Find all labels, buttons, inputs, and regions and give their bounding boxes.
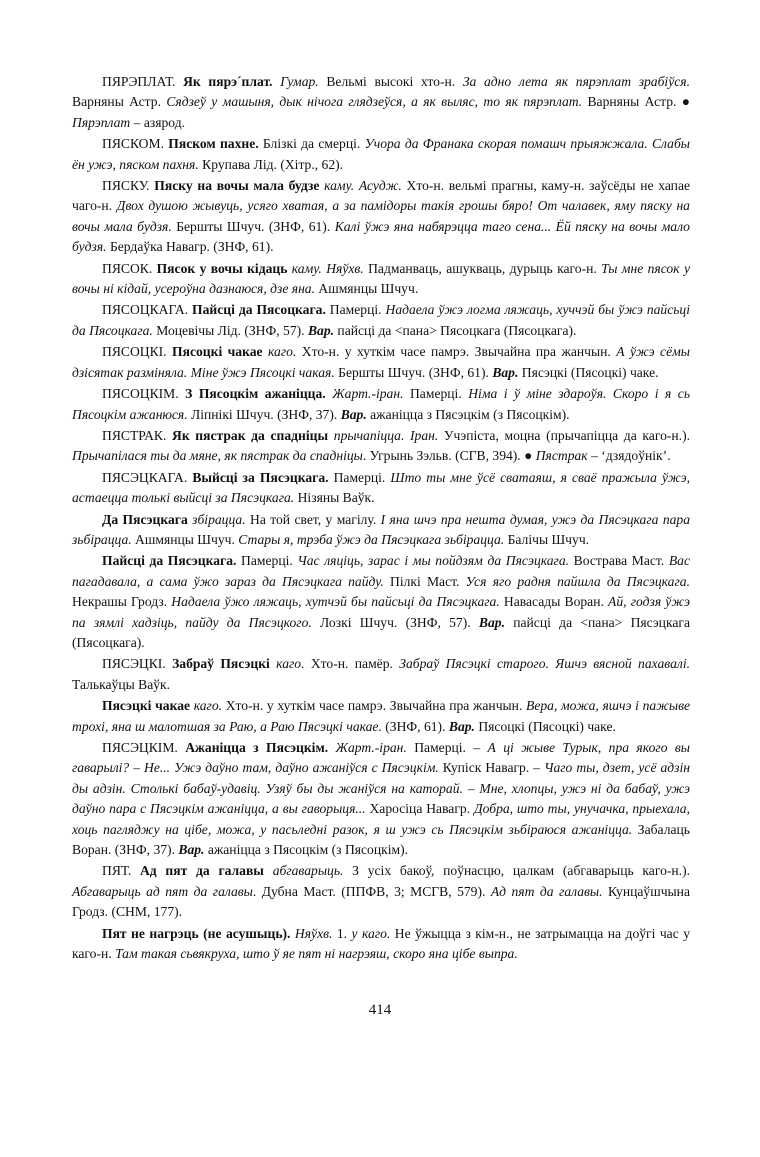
idiom-headword: Ад пят да галавы (139, 863, 264, 879)
variant-label: Вар. (307, 322, 335, 338)
italic-text: – Чаго ты, дзет, усё адзін ды адзін. Столькі бабаў-удавіц. Узяў бы ды жаніўся на каторай. – Мне, хлопцы, ужэ ні да бабаў, ужэ даўно пара с Пясэцкім ажаніцца, а вы гаворыця... (72, 760, 690, 817)
page-number: 414 (368, 1002, 392, 1018)
italic-text: абгаварыць. (272, 863, 344, 879)
entry-text: ажаніцца з Пясоцкім (з Пясоцкім). (204, 842, 409, 858)
entry-text: Купіск Навагр. (438, 760, 534, 776)
entry-text: На той свет, у магілу. (245, 511, 381, 527)
italic-text: І яна шчэ пра нешта думая, ужэ да Пясэцкага пара зьбірацца. (72, 511, 691, 547)
italic-text: каго. (276, 656, 305, 672)
dictionary-page (72, 72, 690, 965)
italic-text: Ты мне пясок у вочы ні кідай, усероўна дазнаюся, дзе яна. (72, 260, 690, 297)
entry-text: Учэпіста, моцна (прычапіцца да каго-н.). (438, 427, 690, 443)
variant-label: Вар. (340, 406, 367, 422)
dictionary-entry (72, 384, 690, 425)
entry-text: ПЯРЭПЛАТ. (102, 74, 184, 89)
dictionary-entry (72, 426, 690, 467)
italic-text: Жарт.-іран. (335, 740, 407, 755)
italic-text: Надаела ўжо ляжаць, хутчэй бы пайсьці да Пясэцкага. (171, 594, 500, 610)
italic-text: каму. Асудж. (324, 178, 402, 194)
entry-text: Некрашы Гродз. (72, 594, 172, 610)
variant-label: Вар. (448, 718, 475, 734)
entry-text: . Дубна Маст. (ППФВ, 3; МСГВ, 579). (252, 883, 491, 899)
entry-text: Вельмі высокі хто-н. (318, 74, 463, 89)
italic-text: Двох душою жывуць, усяго хватая, а за памідоры такія грошы бяро! От чалавек, яму пяску на вочы мала будзя. (72, 198, 690, 234)
italic-text: Стары я, трэба ўжэ да Пясэцкага зьбірацца. (238, 531, 505, 547)
entry-text (328, 740, 335, 755)
dictionary-entry (72, 259, 690, 300)
dictionary-entry (72, 176, 690, 258)
italic-text: Што ты мне ўсё сватаяш, я сваё пражыла ўжэ, астаецца толькі выйсці за Пясэцкага. (72, 469, 691, 506)
entry-text: ПЯСОЦКАГА. (102, 302, 193, 318)
dictionary-entry (72, 342, 690, 383)
entry-text: Падманваць, ашукваць, дурыць каго-н. (363, 260, 602, 276)
idiom-headword: Пят не нагрэць (не асушыць). (102, 925, 291, 941)
entry-text: Ашмянцы Шчуч. (131, 531, 239, 547)
entry-text: Кунцаўшчына Гродз. (СНМ, 177). (72, 883, 690, 920)
entry-text: Бершты Шчуч. (ЗНФ, 61). (334, 364, 493, 380)
idiom-headword: Як пярэ´плат. (183, 74, 273, 89)
idiom-headword: Да Пясэцкага (102, 511, 188, 527)
entry-text: Крупава Лід. (Хітр., 62). (198, 156, 344, 172)
entry-text: Памерці. (325, 302, 386, 318)
entry-text: ПЯСЭЦКІМ. (102, 740, 186, 755)
italic-text: Пярэплат (72, 114, 131, 130)
italic-text: Жарт.-іран. (332, 386, 404, 402)
entry-text: Пілкі Маст. (383, 573, 466, 589)
italic-text: каго. (268, 344, 297, 360)
entry-text: Моцевічы Лід. (ЗНФ, 57). (152, 322, 308, 338)
italic-text: Учора да Франака скорая помашч прыяжжала. Слабы ён ужэ, пяском пахня. (72, 136, 690, 172)
italic-text: прычапіцца. Іран. (333, 427, 439, 443)
variant-label: Вар. (478, 614, 505, 630)
dictionary-entry (72, 72, 690, 133)
italic-text: збірацца. (192, 511, 246, 527)
dictionary-entry (72, 468, 690, 509)
entry-text: Пясэцкі (Пясоцкі) чаке. (518, 364, 659, 380)
entry-text: Ліпнікі Шчуч. (ЗНФ, 37). (187, 406, 341, 422)
idiom-headword: Пайсці да Пясоцкага. (192, 302, 326, 318)
italic-text: Вас пагадавала, а сама ўжо зараз да Пясэцкага пайду. (72, 553, 690, 589)
idiom-headword: Пяском пахне. (168, 136, 259, 152)
entry-text: Балічы Шчуч. (504, 531, 590, 547)
entry-text: Хто-н. у хуткім часе памрэ. Звычайна пра жанчын. (222, 698, 527, 714)
entry-text: Ашмянцы Шчуч. (315, 281, 419, 297)
dictionary-entry (72, 510, 690, 551)
italic-text: А ўжэ сёмы дзісятак разміняла. Міне ўжэ Пясоцкі чакая. (72, 344, 690, 380)
entry-text: ПЯСТРАК. (102, 427, 172, 443)
entry-text: Талькаўцы Ваўк. (72, 676, 171, 692)
italic-text: Вера, можа, яшчэ і пажыве трохі, яна ш малотшая за Раю, а Раю Пясэцкі чакае. (72, 698, 691, 734)
idiom-headword: Пясок у вочы кідаць (156, 260, 288, 276)
dictionary-entry (72, 654, 690, 695)
variant-label: Вар. (178, 842, 205, 858)
entry-text: ПЯСЭЦКІ. (102, 656, 173, 672)
italic-text: у каго. (351, 925, 391, 941)
entry-text: Памерці. (236, 553, 298, 569)
idiom-headword: З Пясоцкім ажаніцца. (185, 386, 326, 402)
entry-text: – ‘дзядоўнік’. (587, 448, 671, 464)
entry-text: Лозкі Шчуч. (ЗНФ, 57). (311, 614, 479, 630)
italic-text: Сядзеў у машыня, дык нічога глядзеўся, а як выляс, то як пярэплат. (166, 94, 583, 110)
italic-text: каго. (193, 698, 223, 714)
entry-text: Хто-н. памёр. (304, 656, 400, 672)
italic-text: Прычапілася ты да мяне, як пястрак да спадніцы (72, 448, 363, 464)
italic-text: Ад пят да галавы. (490, 883, 603, 899)
italic-text: – А ці жыве Турык, пра якого вы гаварылі? – Не... Ужэ даўно там, даўно ажаніўся с Пясэцкім. (72, 740, 690, 776)
entry-text: (ЗНФ, 61). (381, 718, 449, 734)
entry-text: ПЯСОЦКІМ. (102, 386, 186, 402)
entry-text: Варняны Астр. ● (582, 94, 690, 110)
italic-text: Уся яго радня пайшла да Пясэцкага. (465, 573, 690, 589)
entry-text: З усіх бакоў, поўнасцю, цалкам (абгаварыць каго-н.). (343, 863, 691, 879)
italic-text: Німа і ў міне здароўя. Скоро і я сь Пясоцкім ажанюся. (72, 386, 691, 422)
entry-text: 1. (332, 925, 352, 941)
italic-text: Час ляціць, зарас і мы пойдзям да Пясэцкага. (297, 553, 570, 569)
entry-text: Харосіца Навагр. (365, 801, 474, 817)
entry-text: ПЯСЭЦКАГА. (102, 469, 193, 485)
entry-text: Памерці. (406, 740, 474, 755)
entry-text: Не ўжыцца з кім-н., не затрымацца на доўгі час у каго-н. (72, 925, 691, 962)
entry-text: ПЯТ. (102, 863, 140, 879)
entry-text: Навасады Воран. (499, 594, 609, 610)
idiom-headword: Забраў Пясэцкі (172, 656, 270, 672)
entry-text: пайсці да <пана> Пясэцкага (Пясоцкага). (72, 614, 690, 650)
entry-text: Бердаўка Навагр. (ЗНФ, 61). (106, 239, 274, 255)
italic-text: Ай, годзя ўжэ па зямлі хадзіць, пайду да Пясэцкого. (72, 594, 690, 630)
entry-text: ажаніцца з Пясэцкім (з Пясоцкім). (366, 406, 570, 422)
dictionary-entry (72, 924, 690, 965)
italic-text: Там такая сьвякруха, што ў яе пят ні нагрэяш, скоро яна цібе выпра. (115, 946, 518, 962)
entry-text: ПЯСКОМ. (102, 136, 169, 152)
idiom-headword: Пайсці да Пясэцкага. (102, 553, 237, 569)
idiom-headword: Пяску на вочы мала будзе (154, 178, 320, 194)
entry-text: ПЯСКУ. (102, 178, 155, 194)
italic-text: Няўхв. (294, 925, 333, 941)
idiom-headword: Пясэцкі чакае (102, 698, 191, 714)
entry-text: Хто-н. вельмі прагны, каму-н. заўсёды не хапае чаго-н. (72, 178, 691, 214)
italic-text: Надаела ўжэ логма ляжаць, хуччэй бы ўжэ пайсьці да Пясоцкага. (72, 302, 691, 338)
dictionary-entry (72, 551, 690, 653)
italic-text: каму. Няўхв. (291, 260, 364, 276)
italic-text: Пястрак (535, 448, 588, 464)
entry-text: Нізяны Ваўк. (294, 490, 375, 506)
idiom-headword: Пясоцкі чакае (172, 344, 263, 360)
dictionary-entry (72, 300, 690, 341)
italic-text: Гумар. (280, 74, 319, 89)
italic-text: Абгаварыць ад пят да галавы (72, 883, 253, 899)
entry-text: Варняны Астр. (72, 94, 167, 110)
entry-text: ПЯСОЦКІ. (102, 344, 173, 360)
idiom-headword: Выйсці за Пясэцкага. (192, 469, 329, 485)
italic-text: Забраў Пясэцкі старого. Яшчэ вясной пахавалі. (399, 656, 691, 672)
italic-text: За адно лета як пярэплат зрабіўся. (462, 74, 690, 89)
variant-label: Вар. (492, 364, 519, 380)
entry-text: ПЯСОК. (102, 260, 157, 276)
idiom-headword: Ажаніцца з Пясэцкім. (185, 740, 329, 755)
entry-text: Памерці. (403, 386, 469, 402)
dictionary-entry (72, 861, 690, 922)
entry-text (264, 863, 273, 878)
entry-text: . Угрынь Зэльв. (СГВ, 394). ● (362, 448, 536, 464)
dictionary-entry (72, 134, 690, 175)
entry-text: Хто-н. у хуткім часе памрэ. Звычайна пра жанчын. (296, 344, 617, 360)
entry-text: – азярод. (130, 114, 186, 130)
entry-text: Пясоцкі (Пясоцкі) чаке. (474, 718, 616, 734)
entry-text: Вострава Маст. (569, 553, 669, 569)
entry-text: Блізкі да смерці. (258, 136, 365, 152)
entry-text: Бершты Шчуч. (ЗНФ, 61). (171, 218, 335, 234)
italic-text: Калі ўжэ яна набярэцца таго сена... Ёй пяску на вочы мало будзя. (72, 218, 690, 255)
idiom-headword: Як пястрак да спадніцы (172, 427, 329, 443)
entry-text: Забалаць Воран. (ЗНФ, 37). (72, 821, 690, 858)
entry-text: пайсці да <пана> Пясоцкага (Пясоцкага). (334, 322, 577, 338)
italic-text: Добра, што ты, унучачка, прыехала, хоць пагляджу на цібе, можа, у пасьледні разок, я ш ужэ сь Пясэцкім зьбіраюся ажаніцца. (72, 801, 691, 837)
dictionary-entry (72, 696, 690, 737)
dictionary-entry (72, 738, 690, 860)
entry-text: Памерці. (328, 469, 391, 485)
